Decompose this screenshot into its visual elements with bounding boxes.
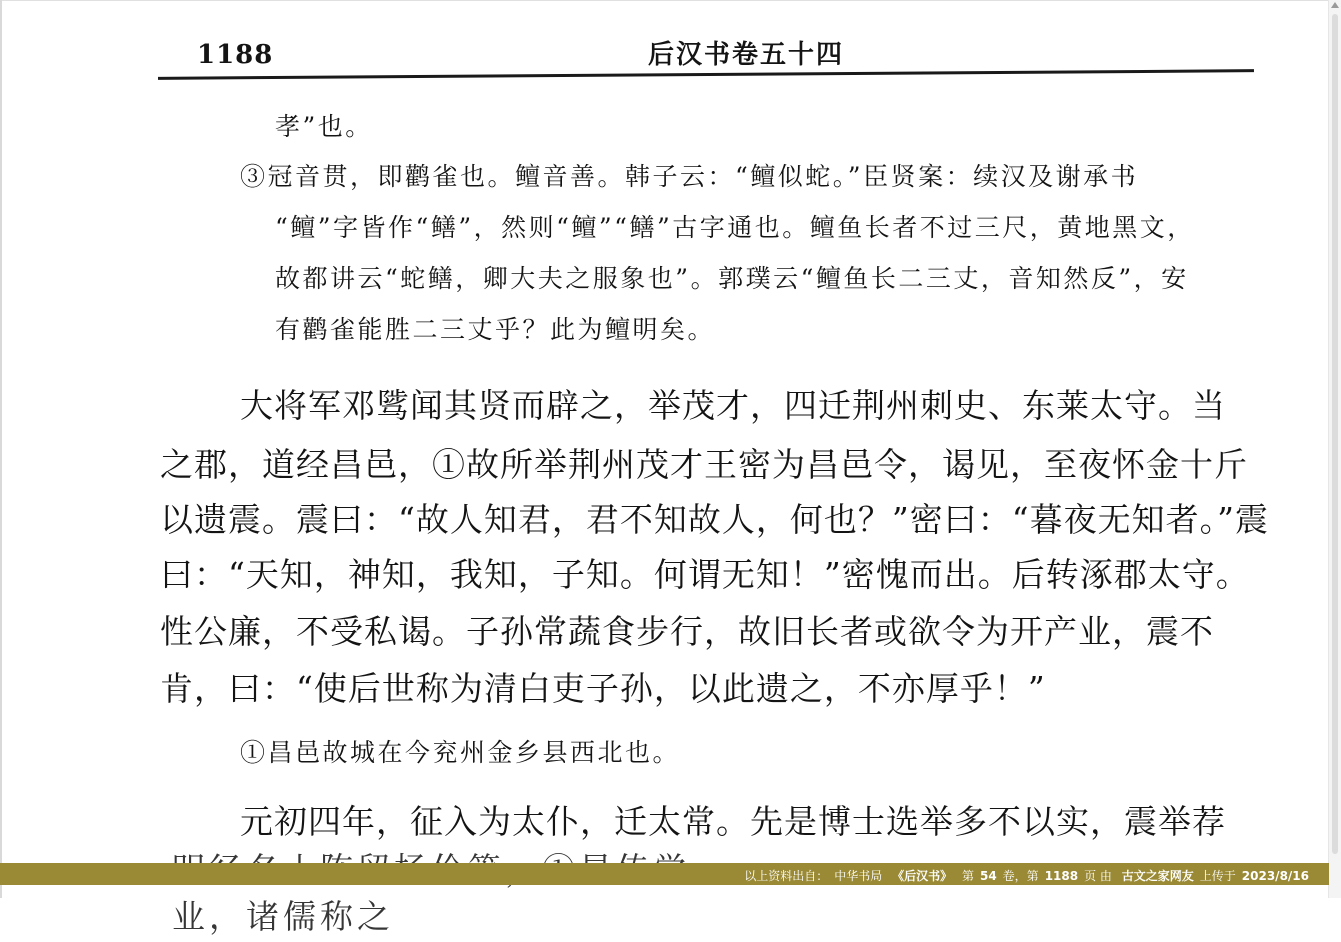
footer-page-post: 页 由: [1084, 869, 1112, 883]
vertical-scrollbar[interactable]: [1328, 0, 1341, 898]
footer-prefix: 以上资料出自：: [744, 869, 829, 883]
footer-volume-pre: 第: [961, 869, 974, 883]
running-title: 后汉书卷五十四: [648, 40, 845, 70]
page-top-border: [0, 0, 1341, 1]
footer-book: 《后汉书》: [892, 869, 953, 883]
scroll-up-arrow-icon[interactable]: [1331, 2, 1339, 8]
note-line-4: 故都讲云“蛇鳝，卿大夫之服象也”。郭璞云“鳣鱼长二三丈，音知然反”，安: [275, 264, 1189, 293]
main-line-5: 性公廉，不受私谒。子孙常蔬食步行，故旧长者或欲令为开产业，震不: [160, 612, 1214, 651]
footer-publisher: 中华书局: [834, 869, 883, 883]
cut-off-line: 业，诸儒称之: [172, 897, 394, 936]
page-number: 1188: [197, 40, 274, 70]
page-left-border: [0, 0, 2, 898]
main-line-1: 大将军邓骘闻其贤而辟之，举茂才，四迁荆州刺史、东莱太守。当: [240, 386, 1226, 425]
note-line-2: ③冠音贯，即鹳雀也。鳣音善。韩子云：“鳣似蛇。”臣贤案：续汉及谢承书: [240, 162, 1139, 191]
main-line-3: 以遗震。震曰：“故人知君，君不知故人，何也？”密曰：“暮夜无知者。”震: [160, 500, 1269, 539]
footer-uploaded-label: 上传于: [1199, 869, 1236, 883]
footer-volume-post: 卷，第: [1002, 869, 1039, 883]
scrollbar-thumb[interactable]: [1332, 14, 1338, 854]
source-footer: [0, 863, 1329, 885]
main-line-6: 肯，曰：“使后世称为清白吏子孙，以此遗之，不亦厚乎！”: [160, 669, 1046, 708]
note-line-3: “鳣”字皆作“鳝”，然则“鳣”“鳝”古字通也。鳣鱼长者不过三尺，黄地黑文，: [275, 213, 1195, 242]
footer-page: 1188: [1044, 869, 1079, 883]
main-line-7: 元初四年，征入为太仆，迁太常。先是博士选举多不以实，震举荐: [240, 802, 1226, 841]
footer-uploader: 古文之家网友: [1121, 869, 1194, 883]
footer-volume: 54: [979, 869, 997, 883]
main-line-4: 曰：“天知，神知，我知，子知。何谓无知！”密愧而出。后转涿郡太守。: [160, 555, 1250, 594]
note-mid: ①昌邑故城在今兖州金乡县西北也。: [240, 738, 681, 767]
note-line-5: 有鹳雀能胜二三丈乎？此为鳣明矣。: [275, 315, 716, 344]
footer-date: 2023/8/16: [1241, 869, 1309, 883]
main-line-2: 之郡，道经昌邑，①故所举荆州茂才王密为昌邑令，谒见，至夜怀金十斤: [160, 445, 1248, 484]
note-line-1: 孝”也。: [275, 112, 373, 141]
